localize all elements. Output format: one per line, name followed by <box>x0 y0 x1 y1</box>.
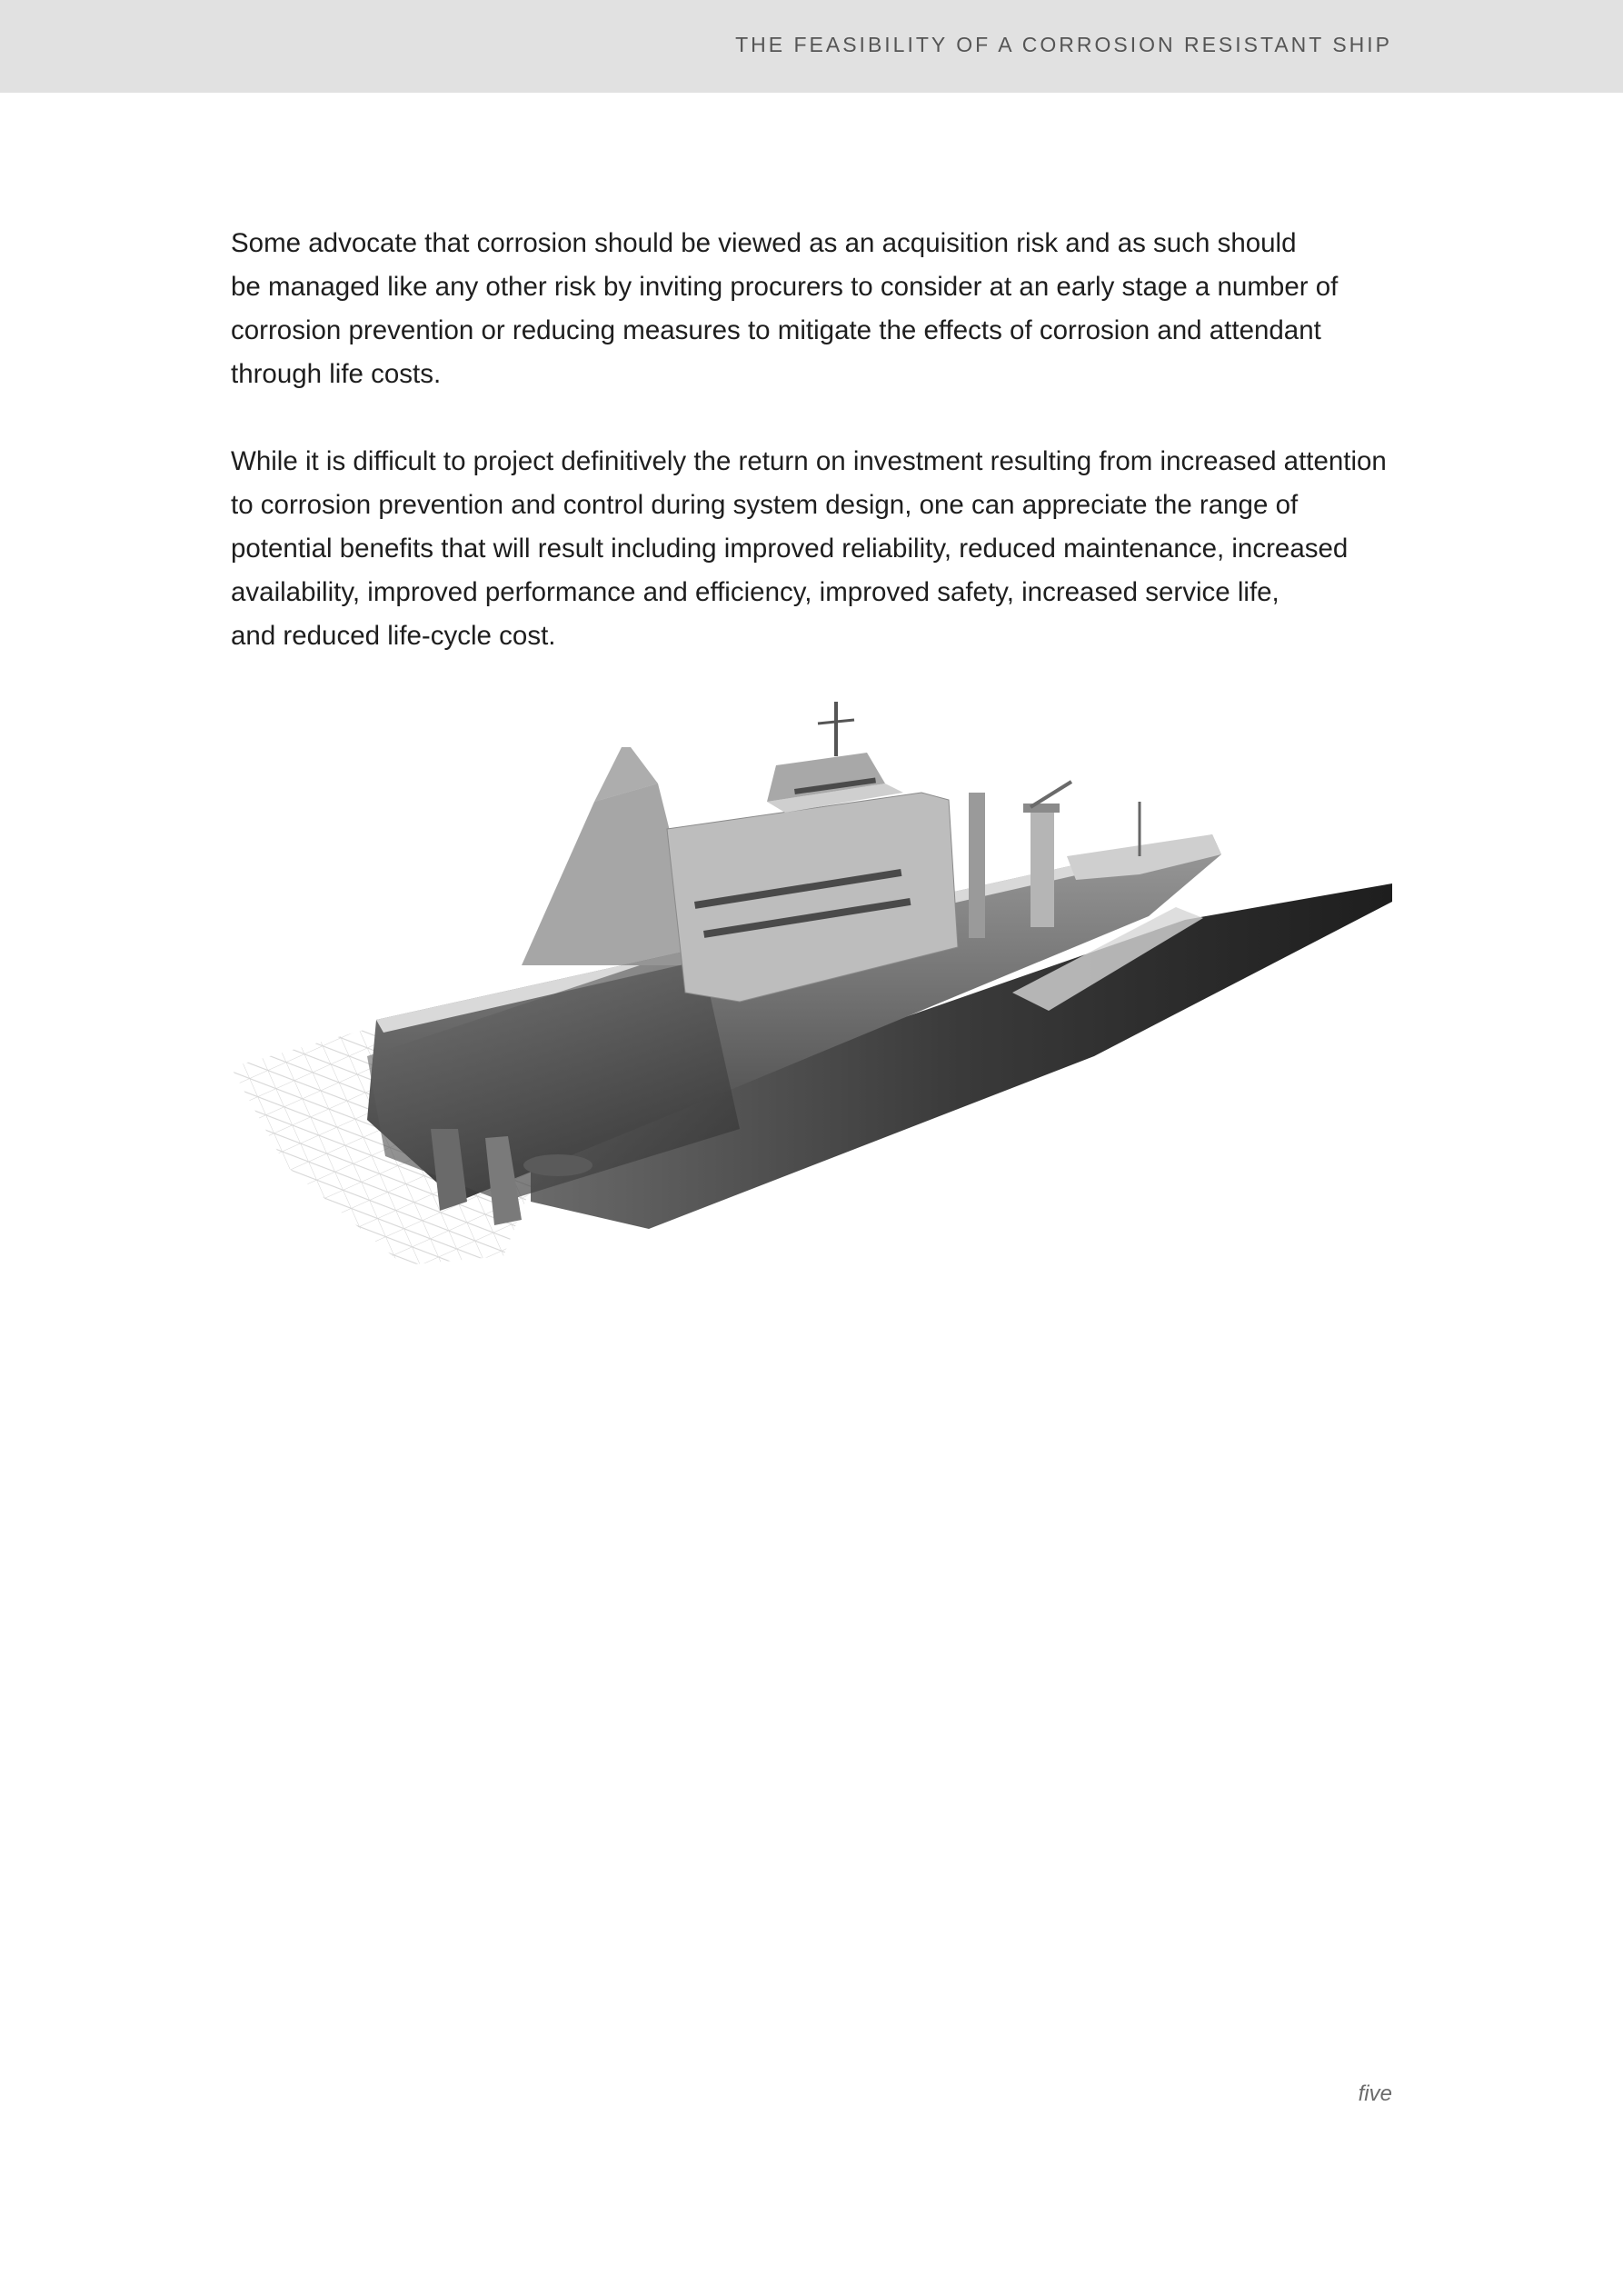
paragraph-1 <box>231 222 1403 396</box>
ship-render-image <box>231 693 1392 1274</box>
paragraph-line: While it is difficult to project definitively the return on investment resulting from increased attention <box>231 446 1387 476</box>
header-band <box>0 0 1623 93</box>
body-text <box>231 222 1403 702</box>
page-number: five <box>1358 2081 1392 2106</box>
paragraph-line: to corrosion prevention and control during system design, one can appreciate the range of <box>231 490 1299 520</box>
kingpost <box>969 793 985 938</box>
paragraph-line: be managed like any other risk by inviting procurers to consider at an early stage a number of <box>231 272 1339 302</box>
paragraph-line: Some advocate that corrosion should be viewed as an acquisition risk and as such should <box>231 228 1297 258</box>
kingpost <box>1031 809 1054 927</box>
paragraph-line: and reduced life-cycle cost. <box>231 621 556 651</box>
running-title: THE FEASIBILITY OF A CORROSION RESISTANT SHIP <box>735 33 1392 56</box>
paragraph-line: corrosion prevention or reducing measures to mitigate the effects of corrosion and attendant <box>231 315 1321 345</box>
paragraph-line: availability, improved performance and efficiency, improved safety, increased service life, <box>231 577 1279 607</box>
ship-illustration <box>231 693 1392 1274</box>
paragraph-line: through life costs. <box>231 359 442 389</box>
paragraph-2 <box>231 440 1403 658</box>
paragraph-line: potential benefits that will result including improved reliability, reduced maintenance, increased <box>231 534 1349 564</box>
